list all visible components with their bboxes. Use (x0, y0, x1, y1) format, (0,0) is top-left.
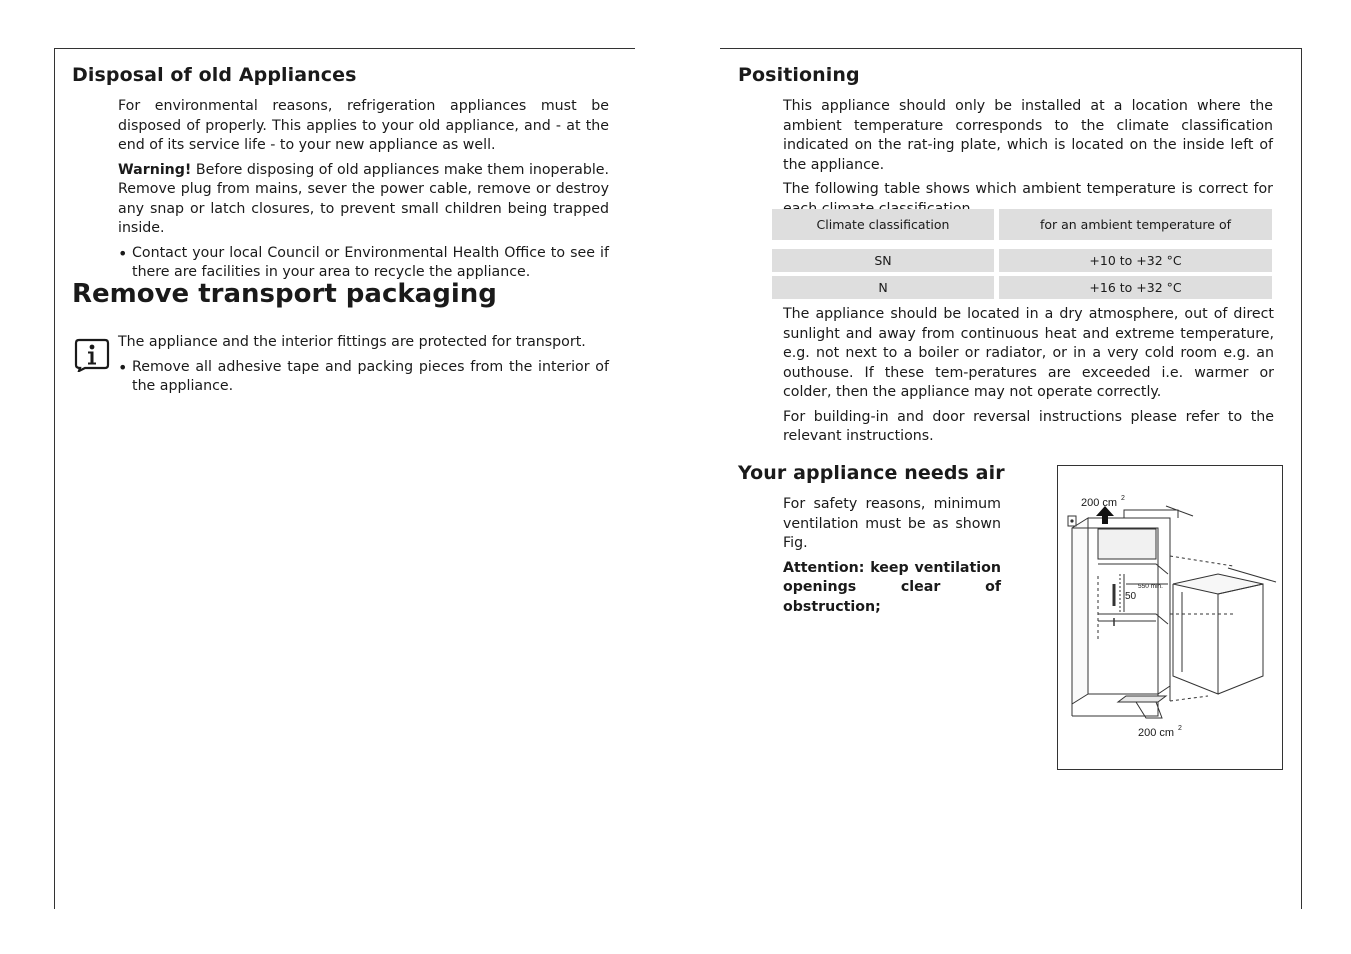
air-attention: Attention: keep ventilation openings clear of obstruction; (783, 559, 1001, 615)
climate-class-cell: SN (772, 249, 994, 272)
positioning-paragraph-1: This appliance should only be installed at a location where the ambient temperature corresponds to the climate classification indicated on the rat-ing plate, which is located on the inside left of the appliance. (783, 98, 1273, 173)
climate-table-row (772, 276, 1272, 299)
bullet-dot: • (118, 243, 128, 263)
left-page-top-rule (54, 48, 635, 49)
climate-table (767, 209, 1277, 299)
info-icon (74, 338, 110, 372)
air-section (783, 495, 1001, 617)
disposal-bullet-text: Contact your local Council or Environmental Health Office to see if there are facilities in your area to recycle the appliance. (132, 244, 609, 280)
transport-section (118, 333, 609, 397)
bottom-vent-sup: 2 (1178, 725, 1182, 732)
left-page-side-rule (54, 48, 55, 909)
right-page-top-rule (720, 48, 1301, 49)
top-vent-sup: 2 (1121, 495, 1125, 502)
bullet-dot: • (118, 357, 128, 377)
positioning-details (783, 305, 1274, 447)
air-heading: Your appliance needs air (738, 462, 1005, 484)
disposal-section (118, 97, 609, 283)
climate-class-cell: N (772, 276, 994, 299)
warning-label: Warning! (118, 161, 192, 178)
climate-table-row (772, 249, 1272, 272)
disposal-heading: Disposal of old Appliances (72, 64, 357, 86)
ventilation-diagram (1058, 466, 1282, 769)
transport-paragraph: The appliance and the interior fittings are protected for transport. (118, 334, 586, 350)
disposal-warning (118, 161, 609, 239)
dimension-label: 550 min. (1138, 583, 1163, 590)
right-page-side-rule (1301, 48, 1302, 909)
climate-table-header-row (772, 209, 1272, 240)
temperature-range-cell: +16 to +32 °C (999, 276, 1272, 299)
transport-bullet (118, 358, 609, 397)
bottom-vent-label: 200 cm (1138, 727, 1175, 739)
temperature-header-cell: for an ambient temperature of (999, 209, 1272, 240)
transport-heading: Remove transport packaging (72, 279, 497, 309)
positioning-intro (783, 97, 1273, 219)
warning-text: Before disposing of old appliances make them inoperable. Remove plug from mains, sever the power cable, remove or destroy any snap or latch closures, to prevent small children being trapped inside. (118, 161, 609, 236)
positioning-heading: Positioning (738, 64, 860, 86)
temperature-range-cell: +10 to +32 °C (999, 249, 1272, 272)
positioning-paragraph-2: The following table shows which ambient temperature is correct for (783, 181, 1273, 197)
dimension-small-label: 50 (1125, 591, 1137, 602)
top-vent-label: 200 cm (1081, 497, 1118, 509)
transport-bullet-text: Remove all adhesive tape and packing pieces from the interior of the appliance. (132, 358, 609, 394)
climate-table-spacer (772, 240, 1272, 249)
positioning-paragraph-3: The appliance should be located in a dry atmosphere, out of direct sunlight and away from continuous heat and extreme temperature, e.g. not next to a boiler or radiator, or in a very cold room e.g. an outhouse. If these tem-peratures are exceeded i.e. warmer or colder, then the appliance may not operate correctly. (783, 306, 1274, 400)
positioning-paragraph-4: For building-in and door reversal instructions please refer to the relevant instructions. (783, 408, 1274, 444)
disposal-bullet (118, 244, 609, 283)
disposal-paragraph: For environmental reasons, refrigeration appliances must be disposed of properly. This applies to your old appliance, and - at the end of its service life - to your new appliance as well. (118, 98, 609, 153)
air-paragraph: For safety reasons, minimum ventilation must be as shown Fig. (783, 496, 1001, 551)
ventilation-figure (1057, 465, 1283, 770)
climate-header-cell: Climate classification (772, 209, 994, 240)
